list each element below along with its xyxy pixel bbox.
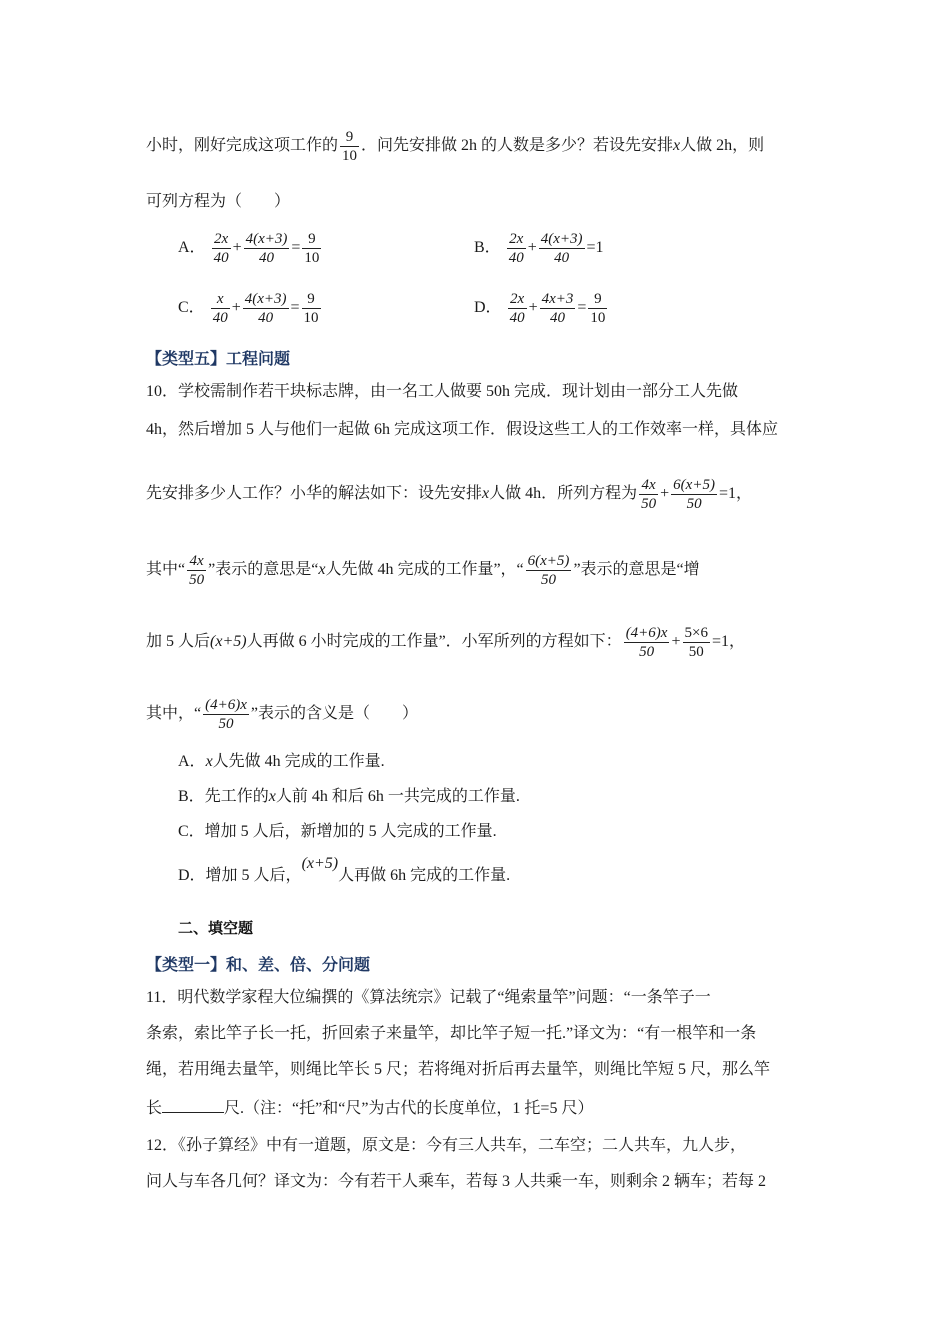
fraction xyxy=(507,230,526,267)
option-text: 先工作的 xyxy=(204,788,269,805)
q10-text: 加 5 人后 xyxy=(146,633,211,651)
var-x: x xyxy=(673,137,681,155)
q10-text: ”表示的意思是“增 xyxy=(573,561,700,579)
type5-heading: 【类型五】工程问题 xyxy=(146,349,291,368)
q9-option-d[interactable]: D． $\frac{2x}{40}$ + $\frac{4x+3}{40}$ = $\frac{9}{10}$ xyxy=(474,291,606,326)
q9-line2: 可列方程为（ ） xyxy=(146,193,291,210)
section2-heading: 二、填空题 xyxy=(178,919,254,937)
fraction xyxy=(539,230,585,267)
frac-num: 9 xyxy=(345,129,354,145)
frac-den: 50 xyxy=(671,494,717,513)
frac-num: 5×6 xyxy=(684,625,708,641)
option-label: A． xyxy=(178,753,206,770)
frac-num: (4+6)x xyxy=(205,697,247,713)
option-text: 人再做 6h 完成的工作量. xyxy=(338,867,511,884)
q11-text: 长 xyxy=(146,1100,163,1117)
frac-num: 4(x+3) xyxy=(244,291,287,307)
frac-den: 10 xyxy=(304,250,320,266)
frac-num: 9 xyxy=(594,291,602,307)
q10-line3: 先安排多少人工作？小华的解法如下：设先安排x人做 4h．所列方程为 $\frac{4x}{50}$ + $\frac{6(x+5)}{50}$ =1， xyxy=(146,477,752,512)
frac-den: 40 xyxy=(509,310,525,326)
q9-line1 xyxy=(146,128,810,165)
fraction xyxy=(624,624,670,661)
option-label: D． xyxy=(474,299,502,317)
frac-den: 40 xyxy=(243,308,289,327)
q9-text: 人做 2h，则 xyxy=(680,137,765,155)
frac-num: 4x xyxy=(641,477,656,493)
option-text: 人前 4h 和后 6h 一共完成的工作量. xyxy=(275,788,520,805)
q9-option-a[interactable]: A． $\frac{2x}{40}$ + $\frac{4(x+3)}{40}$ = $\frac{9}{10}$ xyxy=(178,231,320,266)
frac-num: 2x xyxy=(509,231,524,247)
frac-den: 50 xyxy=(683,642,710,661)
answer-blank[interactable] xyxy=(162,1096,224,1113)
fraction-9-10 xyxy=(340,128,359,165)
frac-den: 40 xyxy=(212,310,228,326)
option-text: D．增加 5 人后， xyxy=(178,867,302,884)
frac-num: 4(x+3) xyxy=(245,231,288,247)
frac-den: 50 xyxy=(203,714,249,733)
frac-num: 2x xyxy=(213,231,229,247)
var-x: x xyxy=(268,788,276,805)
frac-den: 40 xyxy=(508,250,524,266)
frac-num: 9 xyxy=(307,291,315,307)
rhs: =1 xyxy=(586,239,604,257)
frac-den: 10 xyxy=(590,310,606,326)
option-text: 人先做 4h 完成的工作量. xyxy=(212,753,385,770)
fraction xyxy=(588,290,607,327)
fraction xyxy=(203,696,249,733)
option-label: A． xyxy=(178,239,206,257)
frac-num: 2x xyxy=(509,291,525,307)
fraction xyxy=(540,290,576,327)
q12-line2: 问人与车各几何？译文为：今有若干人乘车，若每 3 人共乘一车，则剩余 2 辆车；若每 2 xyxy=(146,1173,767,1190)
option-label: C． xyxy=(178,299,205,317)
type1-heading: 【类型一】和、差、倍、分问题 xyxy=(146,955,371,974)
frac-num: 4x xyxy=(189,553,204,569)
fraction xyxy=(683,624,710,661)
fraction xyxy=(508,290,527,327)
frac-den: 50 xyxy=(189,572,205,588)
fraction xyxy=(187,552,206,589)
var-x: x xyxy=(205,753,213,770)
q11-line1: 11．明代数学家程大位编撰的《算法统宗》记载了“绳索量竿”问题：“一条竿子一 xyxy=(146,989,711,1006)
frac-num: (4+6)x xyxy=(625,625,668,641)
frac-den: 50 xyxy=(641,496,657,512)
var-x: x xyxy=(482,485,490,503)
frac-num: 6(x+5) xyxy=(527,553,570,569)
q10-option-c[interactable]: C．增加 5 人后，新增加的 5 人完成的工作量. xyxy=(178,823,497,840)
fraction xyxy=(302,230,321,267)
q10-text: ”表示的含义是（ ） xyxy=(250,705,418,723)
q9-text: 小时，刚好完成这项工作的 xyxy=(146,137,339,155)
frac-den: 40 xyxy=(539,248,585,267)
frac-num: x xyxy=(216,291,224,307)
frac-den: 40 xyxy=(244,248,290,267)
fraction xyxy=(211,290,230,327)
q10-option-a[interactable] xyxy=(178,750,810,774)
q10-text: 其中“ xyxy=(146,561,186,579)
q10-text: 人再做 6 小时完成的工作量”．小军所列的方程如下： xyxy=(246,633,622,651)
q12-line1: 12．《孙子算经》中有一道题，原文是：今有三人共车，二车空；二人共车，九人步， xyxy=(146,1137,747,1154)
q10-text: 人先做 4h 完成的工作量”，“ xyxy=(325,561,524,579)
fraction xyxy=(302,290,321,327)
fraction xyxy=(526,552,572,589)
q10-line4 xyxy=(146,552,810,589)
frac-den: 50 xyxy=(624,642,670,661)
var-x: x xyxy=(318,561,326,579)
frac-num: 4x+3 xyxy=(541,291,574,307)
frac-den: 40 xyxy=(213,250,229,266)
q10-text: 先安排多少人工作？小华的解法如下：设先安排 xyxy=(146,485,483,503)
fraction xyxy=(243,290,289,327)
q9-option-b[interactable]: B． $\frac{2x}{40}$ + $\frac{4(x+3)}{40}$ =1 xyxy=(474,231,604,266)
rhs: =1， xyxy=(711,633,745,651)
frac-den: 40 xyxy=(540,308,576,327)
expr: (x+5) xyxy=(210,633,247,651)
q10-text: ”表示的意思是“ xyxy=(208,561,319,579)
q10-option-b[interactable] xyxy=(178,785,810,809)
q10-text: 人做 4h．所列方程为 xyxy=(489,485,638,503)
q10-line2: 4h，然后增加 5 人与他们一起做 6h 完成这项工作．假设这些工人的工作效率一样，具体应 xyxy=(146,421,779,438)
q10-option-d[interactable] xyxy=(178,855,810,888)
fraction xyxy=(244,230,290,267)
q11-line2: 条索，索比竿子长一托，折回索子来量竿，却比竿子短一托.”译文为：“有一根竿和一条 xyxy=(146,1025,757,1042)
q10-line1: 10．学校需制作若干块标志牌，由一名工人做要 50h 完成．现计划由一部分工人先做 xyxy=(146,383,739,400)
option-label: B． xyxy=(178,788,205,805)
q9-option-c[interactable]: C． $\frac{x}{40}$ + $\frac{4(x+3)}{40}$ = $\frac{9}{10}$ xyxy=(178,291,319,326)
option-label: B． xyxy=(474,239,501,257)
q10-line6 xyxy=(146,696,810,733)
fraction xyxy=(212,230,231,267)
q11-text: 尺.（注：“托”和“尺”为古代的长度单位，1 托=5 尺） xyxy=(224,1100,594,1117)
frac-num: 4(x+3) xyxy=(540,231,583,247)
frac-den: 10 xyxy=(342,148,358,164)
frac-den: 10 xyxy=(303,310,319,326)
fraction xyxy=(639,476,658,513)
q11-line3: 绳，若用绳去量竿，则绳比竿长 5 尺；若将绳对折后再去量竿，则绳比竿短 5 尺，那么竿 xyxy=(146,1061,771,1078)
q10-text: 其中，“ xyxy=(146,705,202,723)
expr: (x+5) xyxy=(301,855,339,872)
q10-line5: 加 5 人后(x+5)人再做 6 小时完成的工作量”．小军所列的方程如下： $\frac{(4+6)x}{50}$ + $\frac{5\times 6}{50}$ =1， xyxy=(146,625,745,660)
fraction xyxy=(671,476,717,513)
q9-text: ．问先安排做 2h 的人数是多少？若设先安排 xyxy=(361,137,674,155)
q11-line4 xyxy=(146,1096,810,1121)
frac-num: 6(x+5) xyxy=(673,477,715,493)
rhs: =1， xyxy=(718,485,752,503)
frac-num: 9 xyxy=(308,231,316,247)
frac-den: 50 xyxy=(526,570,572,589)
